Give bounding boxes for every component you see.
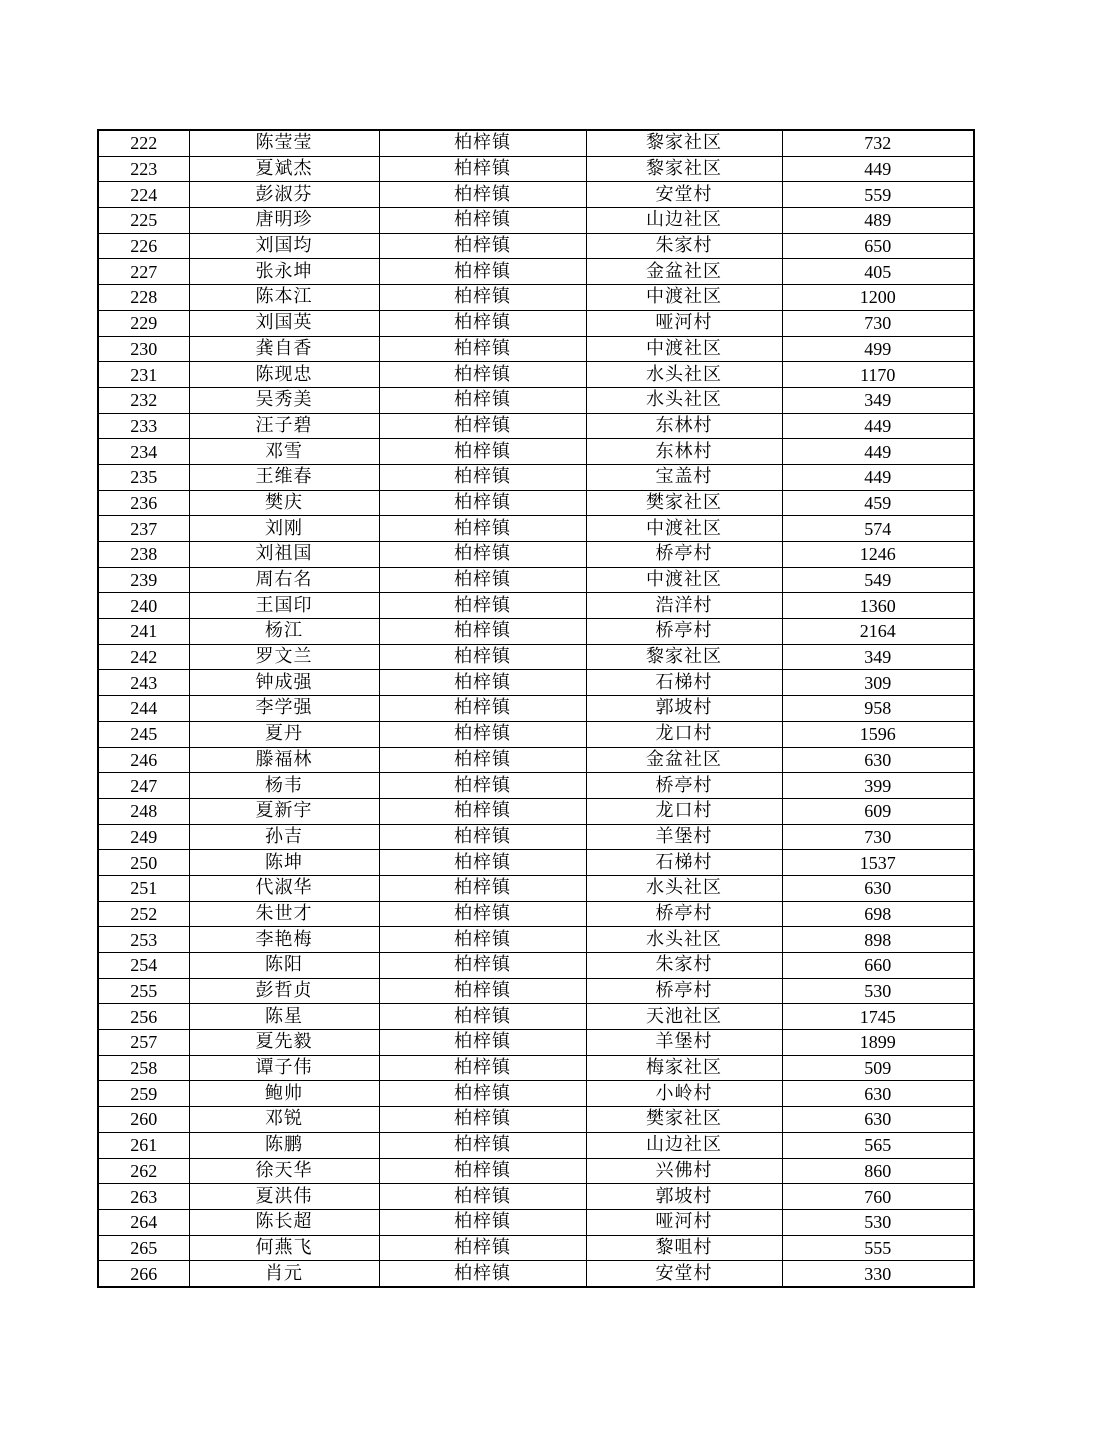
amount-cell: 309 bbox=[782, 670, 974, 696]
name-cell: 夏先毅 bbox=[189, 1030, 379, 1056]
amount-cell: 1537 bbox=[782, 850, 974, 876]
row-number-cell: 235 bbox=[98, 464, 189, 490]
name-cell: 邓雪 bbox=[189, 439, 379, 465]
name-cell: 孙吉 bbox=[189, 824, 379, 850]
name-cell: 汪子碧 bbox=[189, 413, 379, 439]
table-row bbox=[98, 542, 974, 568]
town-cell: 柏梓镇 bbox=[379, 798, 586, 824]
village-cell: 桥亭村 bbox=[586, 901, 782, 927]
amount-cell: 630 bbox=[782, 747, 974, 773]
town-cell: 柏梓镇 bbox=[379, 130, 586, 156]
amount-cell: 958 bbox=[782, 696, 974, 722]
town-cell: 柏梓镇 bbox=[379, 336, 586, 362]
village-cell: 浩洋村 bbox=[586, 593, 782, 619]
table-row bbox=[98, 773, 974, 799]
town-cell: 柏梓镇 bbox=[379, 1158, 586, 1184]
amount-cell: 860 bbox=[782, 1158, 974, 1184]
row-number-cell: 245 bbox=[98, 721, 189, 747]
village-cell: 黎咀村 bbox=[586, 1235, 782, 1261]
amount-cell: 732 bbox=[782, 130, 974, 156]
amount-cell: 499 bbox=[782, 336, 974, 362]
name-cell: 夏新宇 bbox=[189, 798, 379, 824]
town-cell: 柏梓镇 bbox=[379, 824, 586, 850]
village-cell: 金盆社区 bbox=[586, 747, 782, 773]
table-row bbox=[98, 1004, 974, 1030]
amount-cell: 730 bbox=[782, 824, 974, 850]
name-cell: 夏洪伟 bbox=[189, 1184, 379, 1210]
town-cell: 柏梓镇 bbox=[379, 696, 586, 722]
row-number-cell: 236 bbox=[98, 490, 189, 516]
town-cell: 柏梓镇 bbox=[379, 747, 586, 773]
town-cell: 柏梓镇 bbox=[379, 413, 586, 439]
village-cell: 东林村 bbox=[586, 413, 782, 439]
table-row bbox=[98, 413, 974, 439]
village-cell: 山边社区 bbox=[586, 208, 782, 234]
table-row bbox=[98, 490, 974, 516]
name-cell: 陈长超 bbox=[189, 1209, 379, 1235]
amount-cell: 509 bbox=[782, 1055, 974, 1081]
amount-cell: 449 bbox=[782, 413, 974, 439]
table-row bbox=[98, 875, 974, 901]
village-cell: 龙口村 bbox=[586, 721, 782, 747]
roster-table-body bbox=[98, 130, 974, 1287]
row-number-cell: 256 bbox=[98, 1004, 189, 1030]
row-number-cell: 227 bbox=[98, 259, 189, 285]
row-number-cell: 242 bbox=[98, 644, 189, 670]
town-cell: 柏梓镇 bbox=[379, 1004, 586, 1030]
amount-cell: 1899 bbox=[782, 1030, 974, 1056]
town-cell: 柏梓镇 bbox=[379, 1235, 586, 1261]
table-row bbox=[98, 1235, 974, 1261]
village-cell: 哑河村 bbox=[586, 310, 782, 336]
name-cell: 张永坤 bbox=[189, 259, 379, 285]
name-cell: 唐明珍 bbox=[189, 208, 379, 234]
table-row bbox=[98, 259, 974, 285]
amount-cell: 1596 bbox=[782, 721, 974, 747]
village-cell: 黎家社区 bbox=[586, 156, 782, 182]
name-cell: 陈本江 bbox=[189, 285, 379, 311]
table-row bbox=[98, 182, 974, 208]
town-cell: 柏梓镇 bbox=[379, 953, 586, 979]
village-cell: 桥亭村 bbox=[586, 619, 782, 645]
village-cell: 中渡社区 bbox=[586, 285, 782, 311]
village-cell: 东林村 bbox=[586, 439, 782, 465]
table-row bbox=[98, 1184, 974, 1210]
name-cell: 罗文兰 bbox=[189, 644, 379, 670]
row-number-cell: 248 bbox=[98, 798, 189, 824]
name-cell: 代淑华 bbox=[189, 875, 379, 901]
table-row bbox=[98, 156, 974, 182]
row-number-cell: 249 bbox=[98, 824, 189, 850]
table-row bbox=[98, 798, 974, 824]
amount-cell: 565 bbox=[782, 1132, 974, 1158]
row-number-cell: 225 bbox=[98, 208, 189, 234]
row-number-cell: 253 bbox=[98, 927, 189, 953]
village-cell: 宝盖村 bbox=[586, 464, 782, 490]
row-number-cell: 233 bbox=[98, 413, 189, 439]
village-cell: 石梯村 bbox=[586, 850, 782, 876]
amount-cell: 660 bbox=[782, 953, 974, 979]
village-cell: 羊堡村 bbox=[586, 824, 782, 850]
name-cell: 吴秀美 bbox=[189, 387, 379, 413]
village-cell: 朱家村 bbox=[586, 953, 782, 979]
town-cell: 柏梓镇 bbox=[379, 1184, 586, 1210]
table-row bbox=[98, 670, 974, 696]
table-row bbox=[98, 953, 974, 979]
name-cell: 彭淑芬 bbox=[189, 182, 379, 208]
row-number-cell: 244 bbox=[98, 696, 189, 722]
amount-cell: 630 bbox=[782, 875, 974, 901]
amount-cell: 559 bbox=[782, 182, 974, 208]
village-cell: 小岭村 bbox=[586, 1081, 782, 1107]
amount-cell: 330 bbox=[782, 1261, 974, 1287]
village-cell: 水头社区 bbox=[586, 875, 782, 901]
town-cell: 柏梓镇 bbox=[379, 670, 586, 696]
amount-cell: 349 bbox=[782, 644, 974, 670]
amount-cell: 449 bbox=[782, 464, 974, 490]
row-number-cell: 228 bbox=[98, 285, 189, 311]
row-number-cell: 223 bbox=[98, 156, 189, 182]
table-row bbox=[98, 439, 974, 465]
town-cell: 柏梓镇 bbox=[379, 285, 586, 311]
amount-cell: 405 bbox=[782, 259, 974, 285]
row-number-cell: 258 bbox=[98, 1055, 189, 1081]
village-cell: 郭坡村 bbox=[586, 1184, 782, 1210]
table-row bbox=[98, 1030, 974, 1056]
village-cell: 黎家社区 bbox=[586, 130, 782, 156]
table-row bbox=[98, 208, 974, 234]
name-cell: 樊庆 bbox=[189, 490, 379, 516]
village-cell: 金盆社区 bbox=[586, 259, 782, 285]
amount-cell: 650 bbox=[782, 233, 974, 259]
table-row bbox=[98, 130, 974, 156]
village-cell: 安堂村 bbox=[586, 182, 782, 208]
name-cell: 刘刚 bbox=[189, 516, 379, 542]
village-cell: 桥亭村 bbox=[586, 773, 782, 799]
name-cell: 夏斌杰 bbox=[189, 156, 379, 182]
table-row bbox=[98, 516, 974, 542]
amount-cell: 555 bbox=[782, 1235, 974, 1261]
town-cell: 柏梓镇 bbox=[379, 978, 586, 1004]
village-cell: 郭坡村 bbox=[586, 696, 782, 722]
town-cell: 柏梓镇 bbox=[379, 1081, 586, 1107]
table-row bbox=[98, 644, 974, 670]
row-number-cell: 237 bbox=[98, 516, 189, 542]
town-cell: 柏梓镇 bbox=[379, 901, 586, 927]
town-cell: 柏梓镇 bbox=[379, 927, 586, 953]
row-number-cell: 247 bbox=[98, 773, 189, 799]
town-cell: 柏梓镇 bbox=[379, 439, 586, 465]
amount-cell: 760 bbox=[782, 1184, 974, 1210]
name-cell: 何燕飞 bbox=[189, 1235, 379, 1261]
town-cell: 柏梓镇 bbox=[379, 1055, 586, 1081]
town-cell: 柏梓镇 bbox=[379, 387, 586, 413]
town-cell: 柏梓镇 bbox=[379, 490, 586, 516]
amount-cell: 449 bbox=[782, 439, 974, 465]
row-number-cell: 234 bbox=[98, 439, 189, 465]
amount-cell: 549 bbox=[782, 567, 974, 593]
table-row bbox=[98, 747, 974, 773]
row-number-cell: 261 bbox=[98, 1132, 189, 1158]
row-number-cell: 251 bbox=[98, 875, 189, 901]
row-number-cell: 240 bbox=[98, 593, 189, 619]
row-number-cell: 266 bbox=[98, 1261, 189, 1287]
village-cell: 中渡社区 bbox=[586, 516, 782, 542]
village-cell: 水头社区 bbox=[586, 362, 782, 388]
amount-cell: 1246 bbox=[782, 542, 974, 568]
amount-cell: 730 bbox=[782, 310, 974, 336]
village-cell: 龙口村 bbox=[586, 798, 782, 824]
name-cell: 谭子伟 bbox=[189, 1055, 379, 1081]
name-cell: 彭哲贞 bbox=[189, 978, 379, 1004]
amount-cell: 459 bbox=[782, 490, 974, 516]
village-cell: 中渡社区 bbox=[586, 567, 782, 593]
table-row bbox=[98, 721, 974, 747]
name-cell: 夏丹 bbox=[189, 721, 379, 747]
village-cell: 朱家村 bbox=[586, 233, 782, 259]
row-number-cell: 250 bbox=[98, 850, 189, 876]
amount-cell: 698 bbox=[782, 901, 974, 927]
name-cell: 刘国英 bbox=[189, 310, 379, 336]
row-number-cell: 232 bbox=[98, 387, 189, 413]
row-number-cell: 263 bbox=[98, 1184, 189, 1210]
village-cell: 兴佛村 bbox=[586, 1158, 782, 1184]
name-cell: 王维春 bbox=[189, 464, 379, 490]
name-cell: 周右名 bbox=[189, 567, 379, 593]
town-cell: 柏梓镇 bbox=[379, 644, 586, 670]
table-row bbox=[98, 927, 974, 953]
table-row bbox=[98, 233, 974, 259]
row-number-cell: 264 bbox=[98, 1209, 189, 1235]
village-cell: 安堂村 bbox=[586, 1261, 782, 1287]
row-number-cell: 239 bbox=[98, 567, 189, 593]
row-number-cell: 241 bbox=[98, 619, 189, 645]
name-cell: 徐天华 bbox=[189, 1158, 379, 1184]
town-cell: 柏梓镇 bbox=[379, 542, 586, 568]
table-row bbox=[98, 696, 974, 722]
amount-cell: 609 bbox=[782, 798, 974, 824]
row-number-cell: 238 bbox=[98, 542, 189, 568]
row-number-cell: 262 bbox=[98, 1158, 189, 1184]
town-cell: 柏梓镇 bbox=[379, 310, 586, 336]
table-row bbox=[98, 387, 974, 413]
town-cell: 柏梓镇 bbox=[379, 464, 586, 490]
amount-cell: 1360 bbox=[782, 593, 974, 619]
name-cell: 李学强 bbox=[189, 696, 379, 722]
town-cell: 柏梓镇 bbox=[379, 1132, 586, 1158]
amount-cell: 1745 bbox=[782, 1004, 974, 1030]
table-row bbox=[98, 1158, 974, 1184]
roster-table bbox=[97, 129, 975, 1288]
town-cell: 柏梓镇 bbox=[379, 208, 586, 234]
town-cell: 柏梓镇 bbox=[379, 516, 586, 542]
row-number-cell: 259 bbox=[98, 1081, 189, 1107]
village-cell: 水头社区 bbox=[586, 387, 782, 413]
village-cell: 桥亭村 bbox=[586, 978, 782, 1004]
table-row bbox=[98, 593, 974, 619]
row-number-cell: 222 bbox=[98, 130, 189, 156]
name-cell: 陈坤 bbox=[189, 850, 379, 876]
row-number-cell: 265 bbox=[98, 1235, 189, 1261]
amount-cell: 349 bbox=[782, 387, 974, 413]
town-cell: 柏梓镇 bbox=[379, 593, 586, 619]
name-cell: 陈鹏 bbox=[189, 1132, 379, 1158]
amount-cell: 574 bbox=[782, 516, 974, 542]
row-number-cell: 229 bbox=[98, 310, 189, 336]
amount-cell: 2164 bbox=[782, 619, 974, 645]
town-cell: 柏梓镇 bbox=[379, 567, 586, 593]
town-cell: 柏梓镇 bbox=[379, 773, 586, 799]
name-cell: 钟成强 bbox=[189, 670, 379, 696]
row-number-cell: 226 bbox=[98, 233, 189, 259]
name-cell: 龚自香 bbox=[189, 336, 379, 362]
table-row bbox=[98, 1107, 974, 1133]
name-cell: 邓锐 bbox=[189, 1107, 379, 1133]
village-cell: 山边社区 bbox=[586, 1132, 782, 1158]
town-cell: 柏梓镇 bbox=[379, 362, 586, 388]
amount-cell: 630 bbox=[782, 1081, 974, 1107]
row-number-cell: 243 bbox=[98, 670, 189, 696]
town-cell: 柏梓镇 bbox=[379, 875, 586, 901]
village-cell: 中渡社区 bbox=[586, 336, 782, 362]
table-row bbox=[98, 1132, 974, 1158]
village-cell: 石梯村 bbox=[586, 670, 782, 696]
name-cell: 刘国均 bbox=[189, 233, 379, 259]
village-cell: 哑河村 bbox=[586, 1209, 782, 1235]
table-row bbox=[98, 901, 974, 927]
town-cell: 柏梓镇 bbox=[379, 619, 586, 645]
name-cell: 陈现忠 bbox=[189, 362, 379, 388]
village-cell: 羊堡村 bbox=[586, 1030, 782, 1056]
name-cell: 陈莹莹 bbox=[189, 130, 379, 156]
amount-cell: 1170 bbox=[782, 362, 974, 388]
name-cell: 杨韦 bbox=[189, 773, 379, 799]
amount-cell: 530 bbox=[782, 1209, 974, 1235]
town-cell: 柏梓镇 bbox=[379, 1261, 586, 1287]
village-cell: 天池社区 bbox=[586, 1004, 782, 1030]
table-row bbox=[98, 1209, 974, 1235]
town-cell: 柏梓镇 bbox=[379, 721, 586, 747]
amount-cell: 449 bbox=[782, 156, 974, 182]
table-row bbox=[98, 362, 974, 388]
town-cell: 柏梓镇 bbox=[379, 259, 586, 285]
table-row bbox=[98, 1261, 974, 1287]
table-row bbox=[98, 285, 974, 311]
row-number-cell: 246 bbox=[98, 747, 189, 773]
row-number-cell: 231 bbox=[98, 362, 189, 388]
amount-cell: 898 bbox=[782, 927, 974, 953]
village-cell: 桥亭村 bbox=[586, 542, 782, 568]
table-row bbox=[98, 567, 974, 593]
row-number-cell: 260 bbox=[98, 1107, 189, 1133]
name-cell: 杨江 bbox=[189, 619, 379, 645]
table-row bbox=[98, 850, 974, 876]
name-cell: 朱世才 bbox=[189, 901, 379, 927]
row-number-cell: 252 bbox=[98, 901, 189, 927]
table-row bbox=[98, 824, 974, 850]
town-cell: 柏梓镇 bbox=[379, 1030, 586, 1056]
village-cell: 樊家社区 bbox=[586, 1107, 782, 1133]
amount-cell: 489 bbox=[782, 208, 974, 234]
table-row bbox=[98, 619, 974, 645]
table-row bbox=[98, 978, 974, 1004]
row-number-cell: 255 bbox=[98, 978, 189, 1004]
name-cell: 王国印 bbox=[189, 593, 379, 619]
table-row bbox=[98, 464, 974, 490]
table-row bbox=[98, 336, 974, 362]
table-row bbox=[98, 310, 974, 336]
town-cell: 柏梓镇 bbox=[379, 156, 586, 182]
town-cell: 柏梓镇 bbox=[379, 1209, 586, 1235]
village-cell: 梅家社区 bbox=[586, 1055, 782, 1081]
village-cell: 黎家社区 bbox=[586, 644, 782, 670]
table-row bbox=[98, 1081, 974, 1107]
table-row bbox=[98, 1055, 974, 1081]
amount-cell: 399 bbox=[782, 773, 974, 799]
town-cell: 柏梓镇 bbox=[379, 1107, 586, 1133]
amount-cell: 530 bbox=[782, 978, 974, 1004]
name-cell: 滕福林 bbox=[189, 747, 379, 773]
village-cell: 樊家社区 bbox=[586, 490, 782, 516]
name-cell: 陈阳 bbox=[189, 953, 379, 979]
amount-cell: 630 bbox=[782, 1107, 974, 1133]
row-number-cell: 254 bbox=[98, 953, 189, 979]
name-cell: 刘祖国 bbox=[189, 542, 379, 568]
village-cell: 水头社区 bbox=[586, 927, 782, 953]
town-cell: 柏梓镇 bbox=[379, 233, 586, 259]
row-number-cell: 224 bbox=[98, 182, 189, 208]
name-cell: 肖元 bbox=[189, 1261, 379, 1287]
town-cell: 柏梓镇 bbox=[379, 850, 586, 876]
amount-cell: 1200 bbox=[782, 285, 974, 311]
row-number-cell: 230 bbox=[98, 336, 189, 362]
name-cell: 鲍帅 bbox=[189, 1081, 379, 1107]
name-cell: 陈星 bbox=[189, 1004, 379, 1030]
town-cell: 柏梓镇 bbox=[379, 182, 586, 208]
name-cell: 李艳梅 bbox=[189, 927, 379, 953]
row-number-cell: 257 bbox=[98, 1030, 189, 1056]
